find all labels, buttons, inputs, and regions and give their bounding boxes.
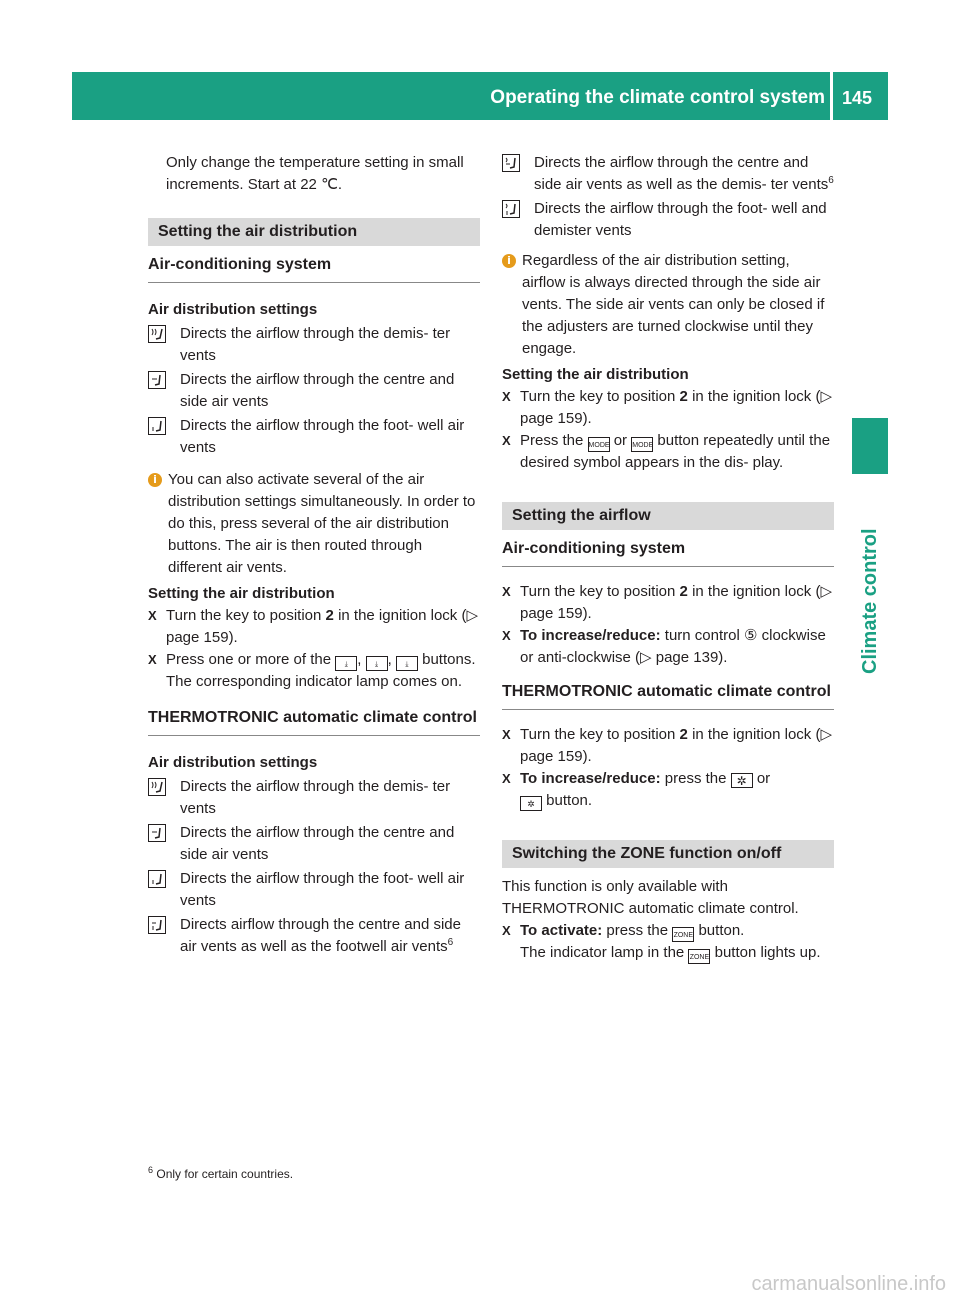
- heading-setting-air-distribution: Setting the air distribution: [502, 366, 689, 383]
- ads-row-demister: [148, 323, 480, 367]
- heading-thermotronic: THERMOTRONIC automatic climate control: [148, 707, 480, 736]
- intro-text: Only change the temperature setting in small increments. Start at 22 ℃.: [166, 154, 464, 193]
- step-text: or: [613, 432, 628, 449]
- mode-down-button-icon: MODE: [631, 437, 653, 452]
- section-heading-air-distribution: Setting the air distribution: [148, 218, 480, 246]
- ads-row-centre: [148, 822, 480, 866]
- ads-text: Directs the airflow through the centre and side air vents as well as the demis- ter vents: [534, 154, 829, 193]
- heading-ac-system: Air-conditioning system: [148, 254, 480, 283]
- step-text: button lights up.: [714, 944, 821, 961]
- side-tab-marker: [852, 418, 888, 474]
- page-header-title: Operating the climate control system: [490, 87, 825, 108]
- step-marker-icon: X: [502, 433, 511, 448]
- footnote-text: Only for certain countries.: [156, 1167, 294, 1181]
- watermark: carmanualsonline.info: [751, 1273, 946, 1295]
- step-item: [502, 920, 834, 964]
- step-item: [502, 768, 834, 812]
- side-tab-label: Climate control: [859, 528, 881, 674]
- step-item: X Press one or more of the ⤓ , ⤓ , ⤓ buttons. The corresponding indicator lamp comes on.: [148, 651, 476, 690]
- heading-ads: Air distribution settings: [148, 301, 318, 318]
- info-text: Regardless of the air distribution setting, airflow is always directed through the side air vents. The side air vents can only be closed if the adjusters are turned clockwise until they engage.: [522, 252, 825, 357]
- demister-button-icon: ⤓: [396, 656, 418, 671]
- step-marker-icon: X: [502, 727, 511, 742]
- zone-button-icon: ZONE: [672, 927, 694, 942]
- info-icon: i: [502, 254, 516, 268]
- ads-text: Directs the airflow through the centre and side air vents: [180, 371, 455, 410]
- step-label: To increase/reduce:: [520, 627, 661, 644]
- step-marker-icon: X: [502, 584, 511, 599]
- info-text: You can also activate several of the air distribution settings simultaneously. In order to do this, press several of the air distribution buttons. The air is then routed through different air vents.: [168, 471, 476, 576]
- footnote-ref: 6: [447, 937, 454, 948]
- info-icon: i: [148, 473, 162, 487]
- step-text: in the ignition lock (▷ page 159).: [520, 583, 832, 622]
- heading-ac-system: Air-conditioning system: [502, 538, 834, 567]
- step-text: Turn the key to position: [520, 583, 676, 600]
- centre-vent-airflow-icon: [148, 824, 166, 842]
- step-text: The corresponding indicator lamp comes on.: [166, 673, 462, 690]
- footnote-ref: 6: [828, 175, 834, 186]
- demister-airflow-icon: [148, 325, 166, 343]
- step-text: turn control ⑤ clockwise or anti-clockwise (▷ page 139).: [520, 627, 826, 666]
- info-note: [148, 469, 480, 579]
- zone-intro: This function is only available with THERMOTRONIC automatic climate control.: [502, 878, 799, 917]
- centre-footwell-airflow-icon: [148, 916, 166, 934]
- ads-text: Directs the airflow through the demis- ter vents: [180, 325, 451, 364]
- step-item: [502, 386, 834, 430]
- step-item: [502, 724, 834, 768]
- footnote-number: 6: [148, 1165, 154, 1175]
- section-heading-zone: Switching the ZONE function on/off: [502, 840, 834, 868]
- heading-ads: Air distribution settings: [148, 754, 318, 771]
- step-text: buttons.: [422, 651, 476, 668]
- step-marker-icon: X: [148, 652, 157, 667]
- step-text: Press one or more of the: [166, 651, 332, 668]
- centre-demister-airflow-icon: [502, 154, 520, 172]
- step-marker-icon: X: [502, 771, 511, 786]
- footwell-button-icon: ⤓: [366, 656, 388, 671]
- left-column: [148, 152, 480, 960]
- step-text: press the: [664, 770, 727, 787]
- position-number: 2: [679, 726, 688, 743]
- step-text: in the ignition lock (▷ page 159).: [166, 607, 478, 646]
- centre-vent-airflow-icon: [148, 371, 166, 389]
- step-text: in the ignition lock (▷ page 159).: [520, 726, 832, 765]
- step-item: [502, 581, 834, 625]
- ads-text: Directs the airflow through the foot- well air vents: [180, 870, 465, 909]
- step-text: button repeatedly until the desired symbol appears in the dis- play.: [520, 432, 831, 471]
- step-item: [502, 625, 834, 669]
- demister-airflow-icon: [148, 778, 166, 796]
- page-number: 145: [842, 88, 873, 108]
- ads-text: Directs the airflow through the foot- well air vents: [180, 417, 465, 456]
- position-number: 2: [679, 388, 688, 405]
- step-label: To increase/reduce:: [520, 770, 661, 787]
- footwell-demister-airflow-icon: [502, 200, 520, 218]
- step-item: [148, 605, 480, 649]
- section-heading-airflow: Setting the airflow: [502, 502, 834, 530]
- ads-row-centre-footwell: [148, 914, 480, 958]
- step-marker-icon: X: [502, 923, 511, 938]
- step-text: button.: [698, 922, 745, 939]
- footwell-airflow-icon: [148, 417, 166, 435]
- side-tab: [854, 484, 884, 674]
- ads-row-footwell-demister: [502, 198, 834, 242]
- step-text: The indicator lamp in the: [520, 944, 685, 961]
- step-text: in the ignition lock (▷ page 159).: [520, 388, 832, 427]
- zone-button-icon: ZONE: [688, 949, 710, 964]
- mode-up-button-icon: MODE: [588, 437, 610, 452]
- step-marker-icon: X: [502, 628, 511, 643]
- position-number: 2: [679, 583, 688, 600]
- step-marker-icon: X: [148, 608, 157, 623]
- centre-vent-button-icon: ⤓: [335, 656, 357, 671]
- fan-increase-button-icon: ✲: [731, 773, 753, 788]
- ads-row-footwell: [148, 415, 480, 459]
- ads-row-centre-demister: [502, 152, 834, 196]
- ads-text: Directs the airflow through the foot- well and demister vents: [534, 200, 827, 239]
- step-text: or: [756, 770, 771, 787]
- step-text: button.: [546, 792, 593, 809]
- ads-text: Directs the airflow through the centre and side air vents: [180, 824, 455, 863]
- step-item: [502, 430, 834, 474]
- step-marker-icon: X: [502, 389, 511, 404]
- heading-thermotronic: THERMOTRONIC automatic climate control: [502, 681, 834, 710]
- footnote: [148, 1166, 293, 1182]
- info-note: [502, 250, 834, 360]
- fan-decrease-button-icon: ✲: [520, 796, 542, 811]
- position-number: 2: [325, 607, 334, 624]
- step-text: Turn the key to position: [166, 607, 322, 624]
- ads-row-demister: [148, 776, 480, 820]
- step-label: To activate:: [520, 922, 603, 939]
- ads-row-centre: [148, 369, 480, 413]
- step-text: press the: [606, 922, 669, 939]
- header-separator: [830, 72, 833, 120]
- step-text: Turn the key to position: [520, 388, 676, 405]
- footwell-airflow-icon: [148, 870, 166, 888]
- ads-row-footwell: [148, 868, 480, 912]
- right-column: [502, 152, 834, 964]
- step-text: Turn the key to position: [520, 726, 676, 743]
- step-text: Press the: [520, 432, 584, 449]
- heading-setting-air-distribution: Setting the air distribution: [148, 585, 335, 602]
- ads-text: Directs airflow through the centre and side air vents as well as the footwell air vents: [180, 916, 461, 955]
- ads-text: Directs the airflow through the demis- ter vents: [180, 778, 451, 817]
